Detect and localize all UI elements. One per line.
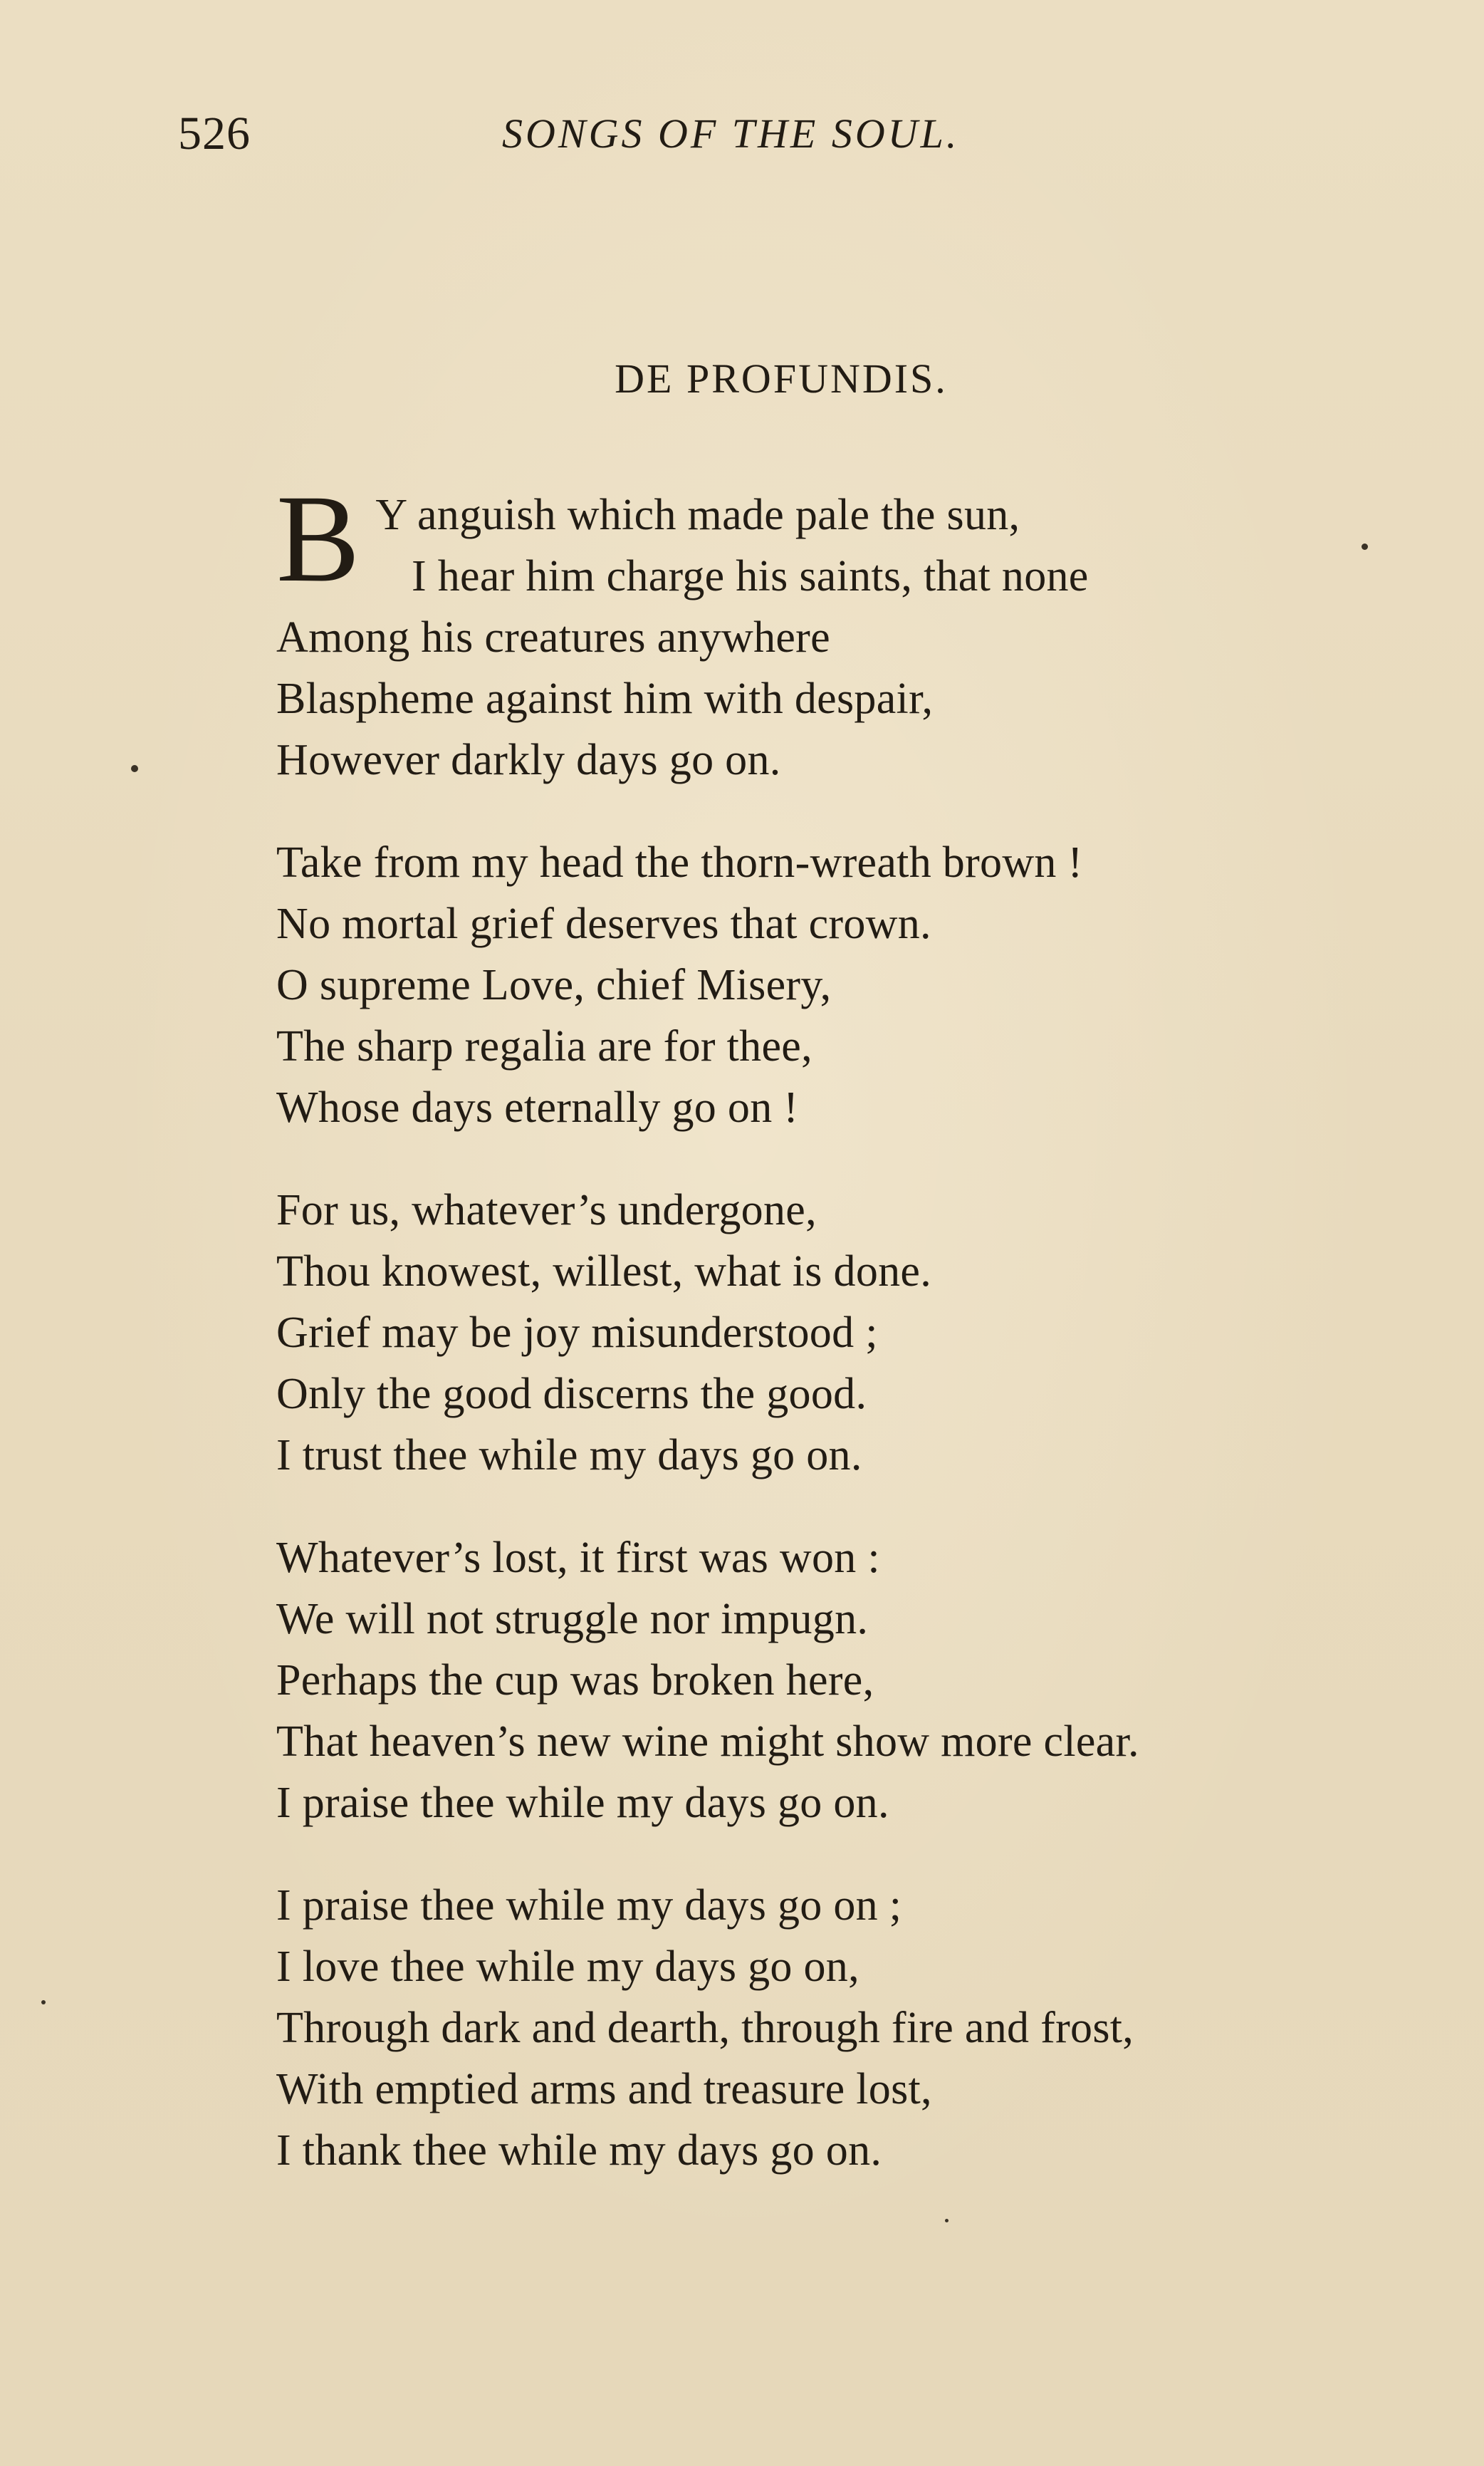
poem-line: Blaspheme against him with despair,	[276, 675, 934, 723]
paper-speck	[1362, 543, 1368, 550]
poem-line: Thou knowest, willest, what is done.	[276, 1247, 932, 1296]
stanza-3	[276, 1180, 1430, 1486]
paper-speck	[131, 765, 138, 772]
poem-line: I hear him charge his saints, that none	[412, 552, 1089, 600]
poem-line: Grief may be joy misunderstood ;	[276, 1309, 878, 1357]
poem-line: Among his creatures anywhere	[276, 613, 830, 662]
stanza-4	[276, 1527, 1430, 1833]
poem-line: Whose days eternally go on !	[276, 1083, 799, 1132]
page-number: 526	[178, 108, 251, 160]
page-header	[178, 107, 1054, 171]
running-head: SONGS OF THE SOUL.	[502, 110, 960, 157]
poem-line: O supreme Love, chief Misery,	[276, 961, 832, 1009]
poem-line: The sharp regalia are for thee,	[276, 1022, 812, 1071]
poem-line: However darkly days go on.	[276, 736, 781, 784]
poem-line: I praise thee while my days go on ;	[276, 1881, 902, 1930]
poem-line: I praise thee while my days go on.	[276, 1779, 889, 1827]
poem-line: Whatever’s lost, it first was won :	[276, 1534, 880, 1582]
poem-body	[276, 469, 1430, 2222]
poem-line: I trust thee while my days go on.	[276, 1431, 862, 1479]
paper-speck	[945, 2219, 949, 2222]
poem-title: DE PROFUNDIS.	[615, 355, 948, 402]
poem-line: For us, whatever’s undergone,	[276, 1186, 817, 1234]
poem-line: We will not struggle nor impugn.	[276, 1595, 869, 1643]
stanza-1	[276, 469, 1430, 791]
poem-line: I love thee while my days go on,	[276, 1942, 859, 1991]
drop-cap: B	[276, 469, 360, 608]
poem-line: Take from my head the thorn-wreath brown !	[276, 838, 1083, 887]
poem-line: No mortal grief deserves that crown.	[276, 900, 931, 948]
paper-speck	[41, 2000, 46, 2004]
poem-line: That heaven’s new wine might show more clear.	[276, 1717, 1139, 1766]
stanza-5	[276, 1875, 1430, 2181]
poem-line: Perhaps the cup was broken here,	[276, 1656, 874, 1705]
poem-line: With emptied arms and treasure lost,	[276, 2065, 932, 2113]
poem-line: Through dark and dearth, through fire and frost,	[276, 2004, 1134, 2052]
poem-line: Y anguish which made pale the sun,	[375, 491, 1020, 539]
stanza-2	[276, 832, 1430, 1138]
poem-line: Only the good discerns the good.	[276, 1370, 867, 1418]
poem-line: I thank thee while my days go on.	[276, 2126, 882, 2175]
